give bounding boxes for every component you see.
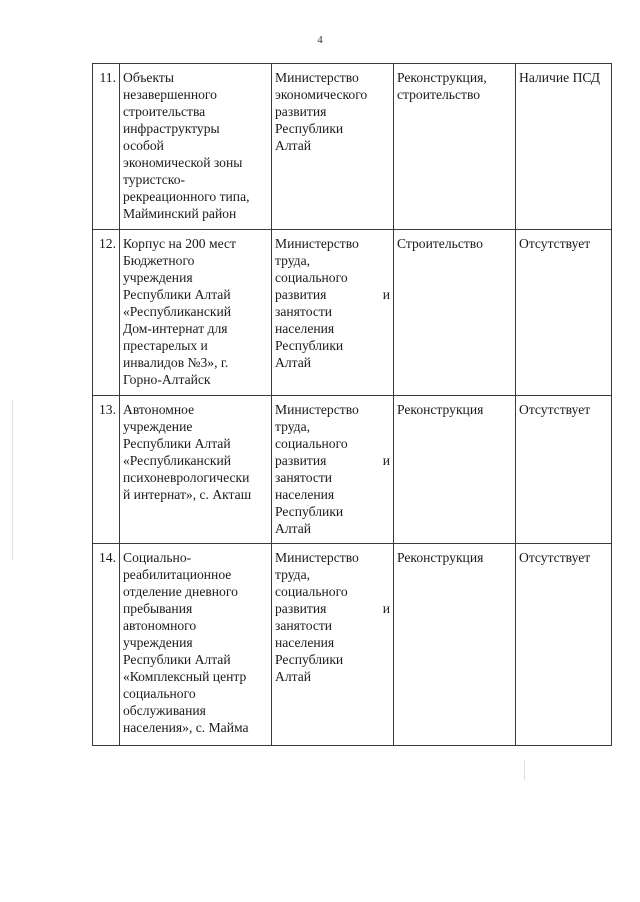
- object-name-line: Автономное: [123, 402, 195, 417]
- ministry-line: Министерство: [275, 550, 359, 565]
- row-number: 11.: [93, 64, 120, 230]
- ministry-justified-line: [275, 452, 390, 469]
- object-name-cell: [120, 230, 272, 396]
- ministry-line: Алтай: [275, 669, 312, 684]
- ministry-word: развития: [275, 287, 327, 302]
- ministry-line: Республики: [275, 338, 344, 353]
- object-name-line: Бюджетного: [123, 253, 195, 268]
- table-row: [93, 64, 612, 230]
- work-type-cell: [394, 396, 516, 544]
- status-cell: [516, 230, 612, 396]
- ministry-line: социального: [275, 584, 348, 599]
- ministry-word: развития: [275, 453, 327, 468]
- work-type-line: Реконструкция: [397, 550, 484, 565]
- object-name-line: незавершенного: [123, 87, 217, 102]
- object-name-line: населения», с. Майма: [123, 720, 249, 735]
- ministry-word: развития: [275, 601, 327, 616]
- scan-artifact: [12, 400, 13, 560]
- row-number: 12.: [93, 230, 120, 396]
- object-name-line: социального: [123, 686, 196, 701]
- ministry-line: социального: [275, 270, 348, 285]
- ministry-line: Министерство: [275, 236, 359, 251]
- status-cell: [516, 64, 612, 230]
- status-text: Отсутствует: [519, 236, 591, 251]
- object-name-cell: [120, 396, 272, 544]
- status-cell: [516, 396, 612, 544]
- object-name-cell: [120, 64, 272, 230]
- object-name-line: рекреационного типа,: [123, 189, 250, 204]
- ministry-line: экономического: [275, 87, 368, 102]
- ministry-cell: [272, 544, 394, 746]
- ministry-line: Республики: [275, 652, 344, 667]
- ministry-line: труда,: [275, 253, 311, 268]
- object-name-line: экономической зоны: [123, 155, 243, 170]
- object-name-line: особой: [123, 138, 164, 153]
- object-name-line: туристско-: [123, 172, 186, 187]
- work-type-line: Строительство: [397, 236, 483, 251]
- ministry-line: занятости: [275, 304, 333, 319]
- status-text: Отсутствует: [519, 550, 591, 565]
- status-text: Отсутствует: [519, 402, 591, 417]
- ministry-word: и: [382, 453, 390, 468]
- table-row: [93, 544, 612, 746]
- object-name-line: Республики Алтай: [123, 652, 231, 667]
- ministry-word: и: [382, 601, 390, 616]
- ministry-cell: [272, 64, 394, 230]
- work-type-line: Реконструкция: [397, 402, 484, 417]
- ministry-line: труда,: [275, 419, 311, 434]
- scan-artifact: [524, 760, 525, 780]
- object-name-line: «Комплексный центр: [123, 669, 247, 684]
- ministry-line: занятости: [275, 618, 333, 633]
- ministry-line: развития: [275, 104, 327, 119]
- object-name-line: Горно-Алтайск: [123, 372, 211, 387]
- object-name-line: учреждения: [123, 270, 193, 285]
- object-name-line: инвалидов №3», г.: [123, 355, 229, 370]
- ministry-line: населения: [275, 635, 335, 650]
- ministry-line: населения: [275, 321, 335, 336]
- page-number: 4: [317, 34, 323, 46]
- object-name-line: Республики Алтай: [123, 436, 231, 451]
- ministry-cell: [272, 230, 394, 396]
- work-type-cell: [394, 64, 516, 230]
- ministry-line: Алтай: [275, 521, 312, 536]
- ministry-line: Министерство: [275, 70, 359, 85]
- object-name-line: отделение дневного: [123, 584, 238, 599]
- object-name-line: Социально-: [123, 550, 192, 565]
- object-name-line: психоневрологически: [123, 470, 250, 485]
- ministry-line: занятости: [275, 470, 333, 485]
- table-row: [93, 230, 612, 396]
- object-name-cell: [120, 544, 272, 746]
- object-name-line: учреждение: [123, 419, 193, 434]
- row-number: 14.: [93, 544, 120, 746]
- object-name-line: «Республиканский: [123, 304, 232, 319]
- ministry-line: Республики: [275, 121, 344, 136]
- status-cell: [516, 544, 612, 746]
- object-name-line: й интернат», с. Акташ: [123, 487, 252, 502]
- work-type-line: строительство: [397, 87, 481, 102]
- object-name-line: Республики Алтай: [123, 287, 231, 302]
- ministry-line: населения: [275, 487, 335, 502]
- ministry-justified-line: [275, 600, 390, 617]
- object-name-line: реабилитационное: [123, 567, 232, 582]
- ministry-line: труда,: [275, 567, 311, 582]
- work-type-cell: [394, 230, 516, 396]
- object-name-line: пребывания: [123, 601, 193, 616]
- ministry-line: Алтай: [275, 138, 312, 153]
- object-name-line: «Республиканский: [123, 453, 232, 468]
- ministry-cell: [272, 396, 394, 544]
- ministry-line: социального: [275, 436, 348, 451]
- object-name-line: строительства: [123, 104, 206, 119]
- ministry-word: и: [382, 287, 390, 302]
- status-text: Наличие ПСД: [519, 70, 601, 85]
- object-name-line: Объекты: [123, 70, 174, 85]
- row-number: 13.: [93, 396, 120, 544]
- ministry-line: Алтай: [275, 355, 312, 370]
- object-name-line: учреждения: [123, 635, 193, 650]
- object-name-line: автономного: [123, 618, 197, 633]
- ministry-line: Республики: [275, 504, 344, 519]
- object-name-line: Майминский район: [123, 206, 237, 221]
- ministry-justified-line: [275, 286, 390, 303]
- work-type-cell: [394, 544, 516, 746]
- work-type-line: Реконструкция,: [397, 70, 487, 85]
- object-name-line: инфраструктуры: [123, 121, 220, 136]
- object-name-line: обслуживания: [123, 703, 206, 718]
- object-name-line: престарелых и: [123, 338, 208, 353]
- table-row: [93, 396, 612, 544]
- object-name-line: Корпус на 200 мест: [123, 236, 236, 251]
- ministry-line: Министерство: [275, 402, 359, 417]
- object-name-line: Дом-интернат для: [123, 321, 228, 336]
- objects-table: [92, 63, 612, 746]
